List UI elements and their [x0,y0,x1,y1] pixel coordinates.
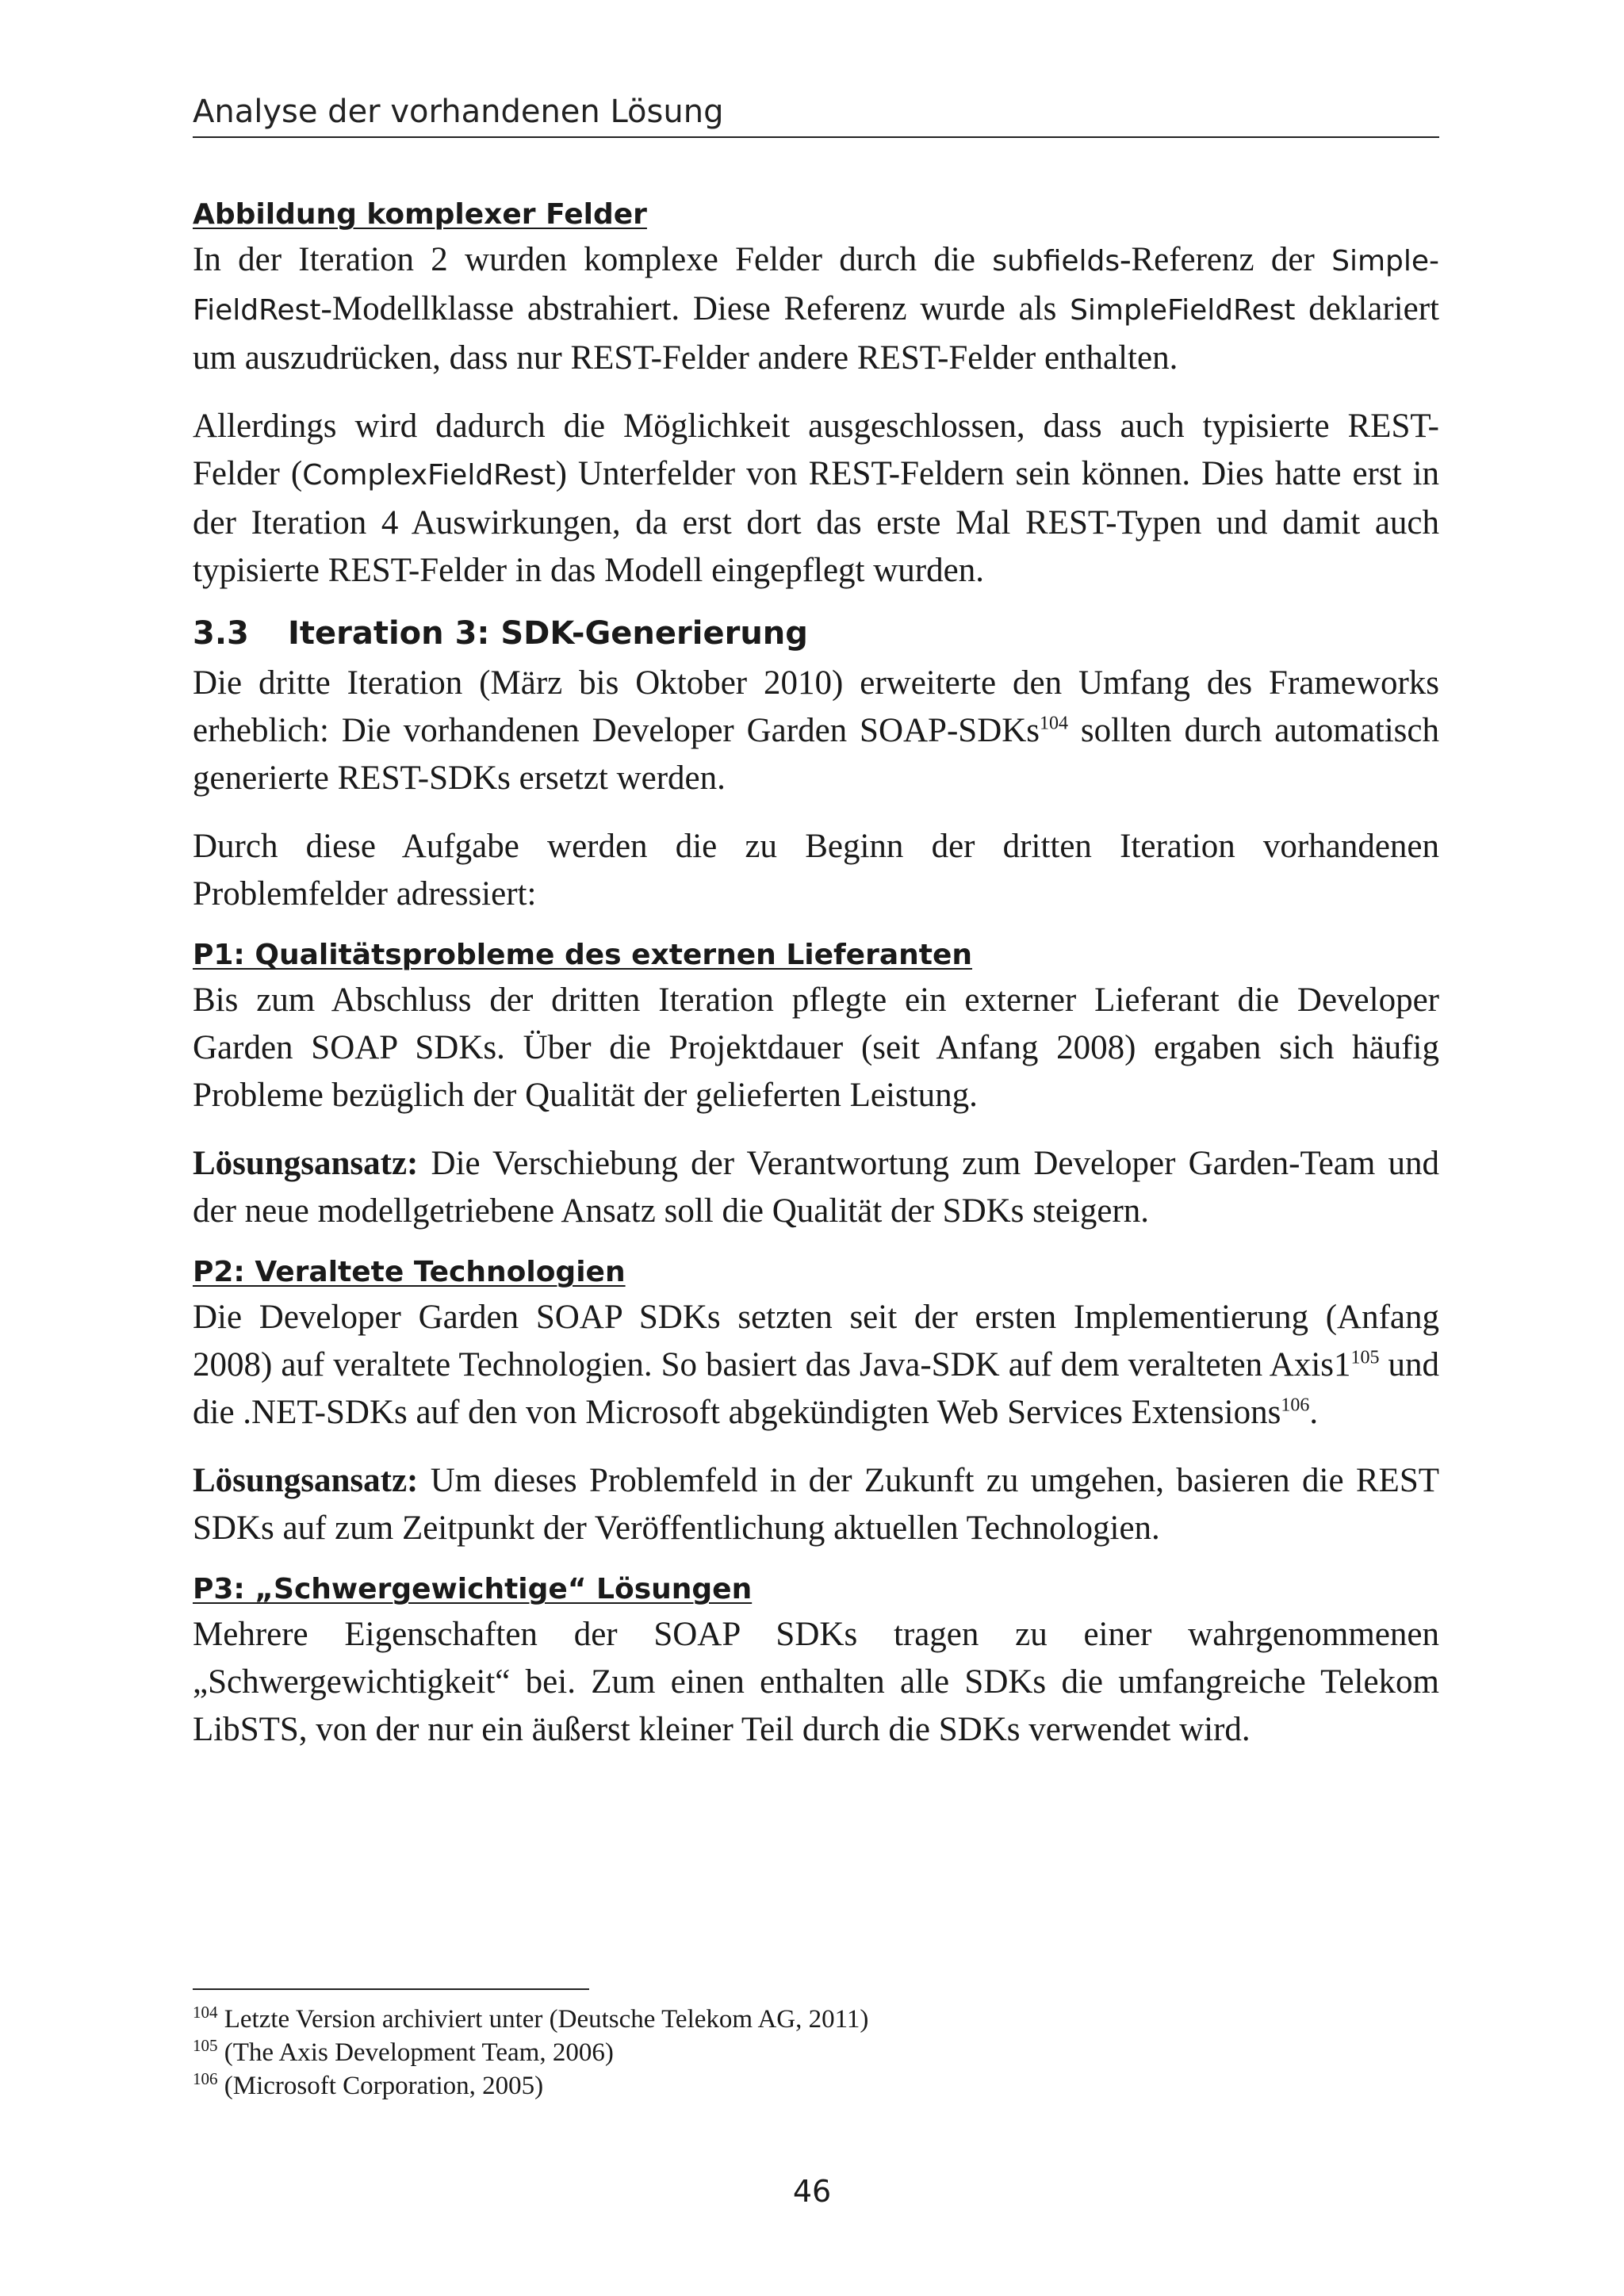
section-heading [193,607,1439,660]
paragraph [193,1294,1439,1437]
text-run: Um dieses Problemfeld in der Zukunft zu umgehen, basieren die REST SDKs auf zum Zeitpunkt der Veröffentlichung aktuellen Technologien. [193,1462,1439,1547]
text-run: deklariert um auszudrücken, dass nur REST-Felder andere REST-Felder enthalten. [193,290,1439,377]
section-number: 3.3 [193,615,249,652]
footnote-text: (The Axis Development Team, 2006) [217,2038,614,2067]
footnote-ref: 105 [1350,1347,1380,1368]
paragraph: Durch diese Aufgabe werden die zu Beginn der dritten Iteration vorhandenen Problemfelder adressiert: [193,828,1439,913]
subheading-p2: P2: Veraltete Technologien [193,1256,626,1288]
footnote-text: Letzte Version archiviert unter (Deutsche Telekom AG, 2011) [217,2005,869,2034]
text-run: -Modellklasse abstrahiert. Diese Referenz wurde als [320,290,1071,327]
text-run: sollten durch automatisch generierte REST-SDKs ersetzt werden. [193,712,1439,797]
solution-paragraph [193,1140,1439,1235]
code-term: Simple-FieldRest [193,245,1440,327]
paragraph [193,660,1439,802]
paragraph [193,403,1439,595]
code-term: ComplexFieldRest [302,459,556,492]
subheading-p3: P3: „Schwergewichtige“ Lösungen [193,1573,753,1605]
section-title: Iteration 3: SDK-Generierung [288,615,808,652]
text-run: Die dritte Iteration (März bis Oktober 2010) erweiterte den Umfang des Frameworks erheblich: Die vorhandenen Developer Garden SOAP-SDKs [193,664,1439,749]
paragraph: Bis zum Abschluss der dritten Iteration pflegte ein externer Lieferant die Developer Garden SOAP SDKs. Über die Projektdauer (seit Anfang 2008) ergaben sich häufig Probleme bezüglich der Qualität der gelieferten Leistung. [193,982,1439,1114]
page-number: 46 [792,2174,832,2209]
subheading-complex-fields: Abbildung komplexer Felder [193,198,647,231]
body-text [193,193,1439,1754]
footnote [193,2069,1439,2103]
paragraph [193,236,1439,382]
code-term: SimpleFieldRest [1070,294,1296,327]
paragraph: Mehrere Eigenschaften der SOAP SDKs tragen zu einer wahrgenommenen „Schwergewichtigkeit“ bei. Zum einen enthalten alle SDKs die umfangreiche Telekom LibSTS, von der nur ein äußerst kleiner Teil durch die SDKs verwendet wird. [193,1616,1439,1748]
text-run: -Referenz der [1120,241,1332,278]
text-run: Die Verschiebung der Verantwortung zum Developer Garden-Team und der neue modellgetriebene Ansatz soll die Qualität der SDKs steigern. [193,1145,1439,1230]
footnote-text: (Microsoft Corporation, 2005) [217,2072,544,2100]
text-run: In der Iteration 2 wurden komplexe Felder durch die [193,241,993,278]
footnote [193,2036,1439,2069]
solution-paragraph [193,1457,1439,1552]
solution-label: Lösungsansatz: [193,1145,419,1182]
footnote-number: 104 [193,2003,218,2022]
footnotes [193,2003,1439,2103]
text-run: . [1309,1394,1319,1431]
text-run: Allerdings wird dadurch die Möglichkeit ausgeschlossen, dass auch typisierte REST-Felder ( [193,408,1439,492]
footnote [193,2003,1439,2036]
footnote-rule [193,1988,589,1990]
footnote-ref: 106 [1281,1395,1310,1416]
footnote-number: 106 [193,2069,218,2088]
solution-label: Lösungsansatz: [193,1462,419,1499]
running-head: Analyse der vorhandenen Lösung [193,94,1439,138]
footnote-ref: 104 [1040,713,1069,734]
text-run: Die Developer Garden SOAP SDKs setzten seit der ersten Implementierung (Anfang 2008) auf veraltete Technologien. So basiert das Java-SDK auf dem veralteten Axis1 [193,1299,1439,1383]
text-run: und die .NET-SDKs auf den von Microsoft abgekündigten Web Services Extensions [193,1346,1439,1431]
text-run: ) Unterfelder von REST-Feldern sein können. Dies hatte erst in der Iteration 4 Auswirkungen, da erst dort das erste Mal REST-Typen und damit auch typisierte REST-Felder in das Modell eingepflegt wurden. [193,455,1440,589]
subheading-p1: P1: Qualitätsprobleme des externen Lieferanten [193,939,973,971]
code-term: subfields [992,245,1120,277]
footnote-number: 105 [193,2036,218,2055]
